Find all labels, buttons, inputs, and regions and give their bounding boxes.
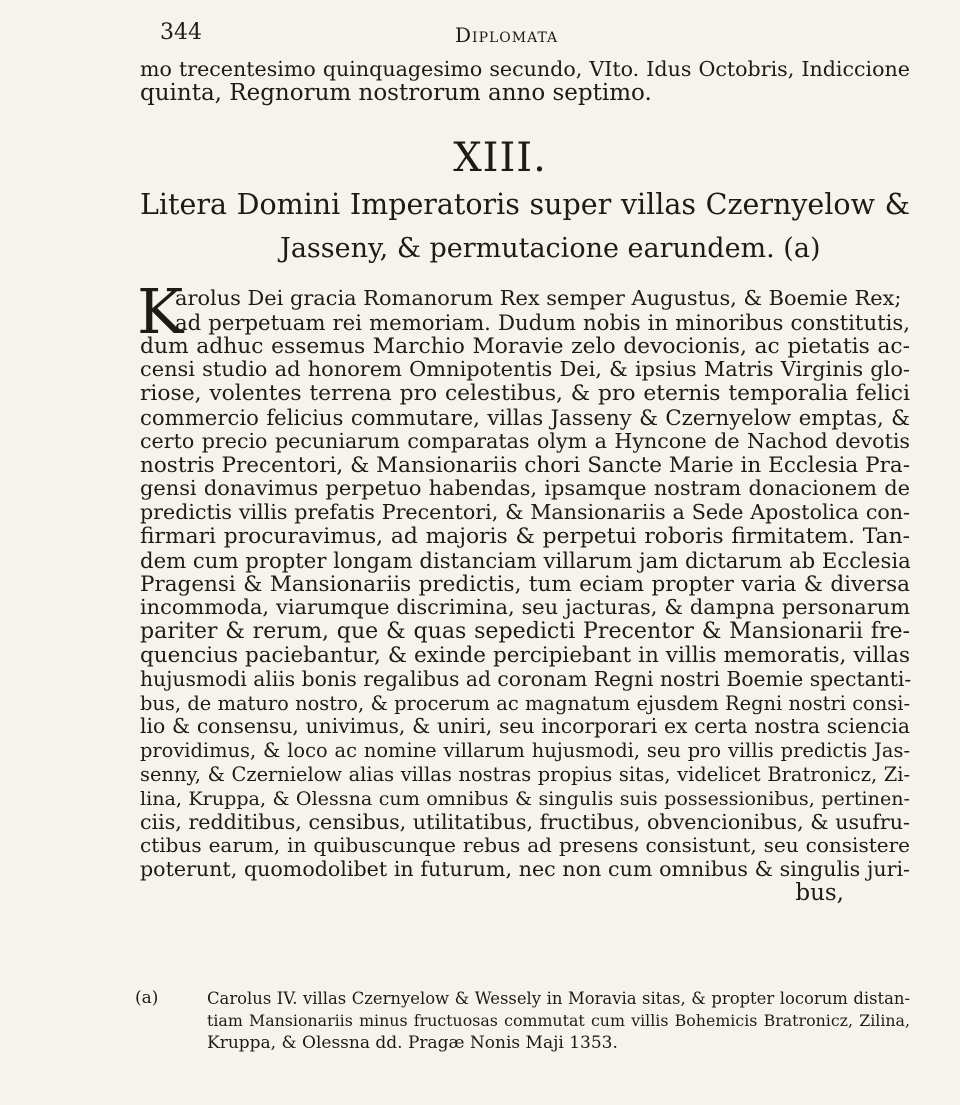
- text-line: ciis, redditibus, censibus, utilitatibus, fructibus, obvencionibus, & usufru-: [140, 809, 910, 834]
- text-line: poterunt, quomodolibet in futurum, nec non cum omnibus & singulis juri-: [140, 857, 910, 882]
- text-line: pariter & rerum, que & quas sepedicti Precentor & Mansionarii fre-: [140, 618, 910, 645]
- text-line: ctibus earum, in quibuscunque rebus ad presens consistunt, seu consistere: [140, 833, 910, 858]
- text-line: riose, volentes terrena pro celestibus, & pro eternis temporalia felici: [140, 381, 910, 407]
- intro-paragraph: [140, 58, 910, 106]
- section-number: XIII.: [453, 135, 547, 181]
- text-line: predictis villis prefatis Precentori, & Mansionariis a Sede Apostolica con-: [140, 500, 910, 525]
- text-line: providimus, & loco ac nomine villarum hujusmodi, seu pro villis predictis Jas-: [140, 739, 910, 763]
- page-number: 344: [160, 20, 202, 45]
- footnote-line: Carolus IV. villas Czernyelow & Wessely in Moravia sitas, & propter locorum distan-: [207, 989, 910, 1008]
- document-body: [140, 287, 910, 906]
- text-line: arolus Dei gracia Romanorum Rex semper Augustus, & Boemie Rex;: [175, 286, 902, 310]
- page-header: [160, 20, 860, 60]
- text-line: incommoda, viarumque discrimina, seu jacturas, & dampna personarum: [140, 595, 910, 620]
- text-line: bus, de maturo nostro, & procerum ac magnatum ejusdem Regni nostri consi-: [140, 691, 910, 715]
- text-line: dum adhuc essemus Marchio Moravie zelo devocionis, ac pietatis ac-: [140, 333, 910, 359]
- text-line: dem cum propter longam distanciam villarum jam dictarum ab Ecclesia: [140, 547, 911, 573]
- text-line: mo trecentesimo quinquagesimo secundo, VIto. Idus Octobris, Indiccione: [140, 57, 910, 81]
- text-line: nostris Precentori, & Mansionariis chori Sancte Marie in Ecclesia Pra-: [140, 452, 910, 478]
- footnote-line: Kruppa, & Olessna dd. Pragæ Nonis Maji 1353.: [207, 1033, 618, 1053]
- drop-cap: K: [137, 275, 184, 348]
- text-line: lio & consensu, univimus, & uniri, seu incorporari ex certa nostra sciencia: [140, 714, 910, 739]
- text-line: Pragensi & Mansionariis predictis, tum eciam propter varia & diversa: [140, 571, 910, 597]
- text-line: hujusmodi aliis bonis regalibus ad coronam Regni nostri Boemie spectanti-: [140, 666, 912, 691]
- text-line: gensi donavimus perpetuo habendas, ipsamque nostram donacionem de: [140, 476, 910, 501]
- text-line: quinta, Regnorum nostrorum anno septimo.: [140, 79, 652, 106]
- text-line: commercio felicius commutare, villas Jasseny & Czernyelow emptas, &: [140, 404, 910, 430]
- text-line: censi studio ad honorem Omnipotentis Dei, & ipsius Matris Virginis glo-: [140, 357, 910, 382]
- section-title-line-2: Jasseny, & permutacione earundem. (a): [280, 233, 821, 264]
- running-head: Diplomata: [455, 23, 559, 47]
- text-line: lina, Kruppa, & Olessna cum omnibus & singulis suis possessionibus, pertinen-: [140, 786, 910, 810]
- section-title-line-1: Litera Domini Imperatoris super villas Czernyelow &: [140, 188, 910, 221]
- text-line: senny, & Czernielow alias villas nostras propius sitas, videlicet Bratronicz, Zi-: [140, 762, 910, 786]
- footnote: [135, 988, 910, 1054]
- text-line: firmari procuravimus, ad majoris & perpetui roboris firmitatem. Tan-: [140, 523, 910, 549]
- text-line: quencius paciebantur, & exinde percipiebant in villis memoratis, villas: [140, 642, 910, 668]
- footnote-mark: (a): [135, 988, 159, 1008]
- text-line: bus,: [795, 879, 844, 906]
- text-line: certo precio pecuniarum comparatas olym a Hyncone de Nachod devotis: [140, 428, 910, 453]
- text-line: ad perpetuam rei memoriam. Dudum nobis in minoribus constitutis,: [175, 309, 910, 335]
- footnote-line: tiam Mansionariis minus fructuosas commutat cum villis Bohemicis Bratronicz, Zilina,: [207, 1011, 910, 1030]
